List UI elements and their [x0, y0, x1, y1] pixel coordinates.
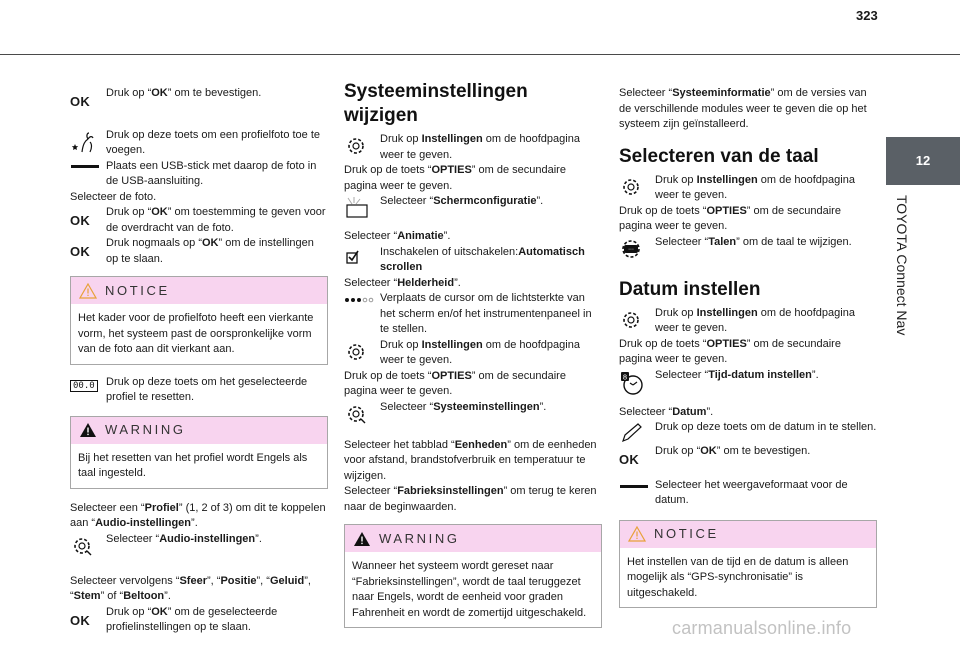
step-select-photo: Selecteer de foto. [70, 190, 157, 203]
step-ok-save: OK Druk nogmaals op “OK” om de instellingen op te slaan. [70, 237, 314, 265]
usb-icon [70, 159, 106, 173]
step-languages: ··· Selecteer “Talen” om de taal te wijzigen. [619, 235, 877, 261]
step-screen-config: Selecteer “Schermconfiguratie”. [344, 194, 602, 220]
system-info-intro: Selecteer “Systeeminformatie” om de versies van de verschillende modules weer te geven die op het systeem zijn geïnstalleerd. [619, 87, 867, 130]
audio-settings-icon [70, 532, 106, 558]
step-set-date: Druk op deze toets om de datum in te stellen. [619, 420, 877, 444]
step-select-date: Selecteer “Datum”. [619, 405, 714, 418]
ok-icon: OK [70, 244, 91, 259]
step-add-photo: Druk op deze toets om een profielfoto toe te voegen. [70, 128, 328, 159]
watermark: carmanualsonline.info [672, 618, 852, 638]
language-globe-icon [619, 235, 655, 261]
step-ok-confirm: OK Druk op “OK” om te bevestigen. [70, 87, 262, 109]
step-ok-date: OK Druk op “OK” om te bevestigen. [619, 445, 811, 467]
warning-triangle-icon [353, 531, 371, 547]
step-usb: Plaats een USB-stick met daarop de foto in de USB-aansluiting. [70, 159, 328, 190]
ok-icon: OK [70, 213, 91, 228]
heading-language: Selecteren van de taal [619, 145, 819, 167]
header-divider [0, 54, 960, 55]
screen-config-icon [344, 194, 380, 220]
settings-gear-icon [344, 132, 380, 158]
column-2 [344, 80, 602, 628]
step-auto-scroll: Inschakelen of uitschakelen:Automatisch scrollen [344, 245, 602, 276]
system-settings-icon [344, 400, 380, 426]
notice-box-2 [619, 520, 877, 609]
settings-gear-icon [619, 306, 655, 332]
warning-box-2 [344, 524, 602, 628]
chapter-label-text: TOYOTA Connect Nav [894, 195, 910, 336]
step-select-profile: Selecteer een “Profiel” (1, 2 of 3) om dit te koppelen aan “Audio-instellingen”. [70, 501, 326, 529]
step-settings-2: Druk op Instellingen om de hoofdpagina weer te geven. [344, 338, 602, 369]
step-date-format: Selecteer het weergaveformaat voor de datum. [619, 478, 877, 509]
step-settings: Druk op Instellingen om de hoofdpagina weer te geven. [344, 132, 602, 163]
notice-box [70, 276, 328, 365]
step-reset: 00.0 Druk op deze toets om het geselecteerde profiel te resetten. [70, 375, 328, 406]
step-options: Druk op de toets “OPTIES” om de secundaire pagina weer te geven. [344, 164, 566, 192]
warning-box [70, 416, 328, 489]
step-factory: Selecteer “Fabrieksinstellingen” om terug te keren naar de beginwaarden. [344, 485, 597, 513]
heading-date: Datum instellen [619, 278, 761, 300]
step-animation: Selecteer “Animatie”. [344, 230, 451, 242]
chapter-label [893, 195, 913, 415]
notice-triangle-icon [628, 526, 646, 542]
step-date-settings: Druk op Instellingen om de hoofdpagina weer te geven. [619, 306, 877, 337]
step-brightness-slider: Verplaats de cursor om de lichtsterkte van het scherm en/of het instrumentenpaneel in te stellen. [344, 291, 602, 338]
slider-dots-icon [344, 291, 380, 307]
ok-icon: OK [619, 452, 640, 467]
step-select-options: Selecteer vervolgens “Sfeer”, “Positie”, “Geluid”, “Stem” of “Beltoon”. [70, 574, 311, 602]
step-ok-profile-save: OK Druk op “OK” om de geselecteerde profielinstellingen op te slaan. [70, 605, 278, 633]
warning-label: WARNING [379, 530, 460, 546]
notice-text: Het kader voor de profielfoto heeft een vierkante vorm, het systeem past de oorspronkelijke vorm van de foto aan dit vierkant aan. [78, 312, 314, 355]
step-audio-settings: Selecteer “Audio-instellingen”. [70, 532, 328, 558]
notice-text: Het instellen van de tijd en de datum is alleen mogelijk als “GPS-synchronisatie” is uitgeschakeld. [627, 555, 849, 599]
ok-icon: OK [70, 94, 91, 109]
warning-text: Bij het resetten van het profiel wordt Engels als taal ingesteld. [78, 451, 308, 479]
step-brightness: Selecteer “Helderheid”. [344, 276, 461, 289]
step-lang-settings: Druk op Instellingen om de hoofdpagina weer te geven. [619, 173, 877, 204]
step-ok-transfer: OK Druk op “OK” om toestemming te geven voor de overdracht van de foto. [70, 206, 326, 234]
warning-text: Wanneer het systeem wordt gereset naar “Fabrieksinstellingen”, wordt de taal teruggezet naar Engels, wordt de eenheid voor graden Fahrenheit en wordt de zomertijd uitgeschakeld. [352, 560, 587, 619]
clock-icon [619, 368, 655, 396]
notice-label: NOTICE [654, 526, 719, 542]
photo-star-icon [70, 128, 106, 156]
chapter-tab[interactable]: 12 [886, 137, 960, 185]
pencil-icon [619, 420, 655, 444]
warning-label: WARNING [105, 422, 186, 438]
step-time-date: 8 Selecteer “Tijd-datum instellen”. [619, 368, 877, 396]
svg-text:8: 8 [622, 373, 628, 381]
column-1 [70, 80, 328, 636]
step-date-options: Druk op de toets “OPTIES” om de secundaire pagina weer te geven. [619, 337, 841, 365]
settings-gear-icon [344, 338, 380, 364]
reset-counter-icon: 00.0 [70, 375, 106, 392]
page-number: 323 [856, 8, 878, 23]
format-bar-icon [619, 478, 655, 494]
notice-triangle-icon [79, 283, 97, 299]
step-options-2: Druk op de toets “OPTIES” om de secundaire pagina weer te geven. [344, 369, 566, 397]
column-3 [619, 80, 877, 608]
notice-label: NOTICE [105, 282, 170, 298]
step-lang-options: Druk op de toets “OPTIES” om de secundaire pagina weer te geven. [619, 204, 841, 232]
warning-triangle-icon [79, 422, 97, 438]
checkbox-icon [344, 245, 380, 265]
step-units: Selecteer het tabblad “Eenheden” om de eenheden voor afstand, brandstofverbruik en temperatuur te wijzigen. [344, 438, 597, 482]
step-system-settings: Selecteer “Systeeminstellingen”. [344, 400, 602, 426]
settings-gear-icon [619, 173, 655, 199]
heading-system-settings: Systeeminstellingen wijzigen [344, 81, 528, 126]
ok-icon: OK [70, 612, 91, 628]
svg-text:···: ··· [628, 246, 634, 253]
